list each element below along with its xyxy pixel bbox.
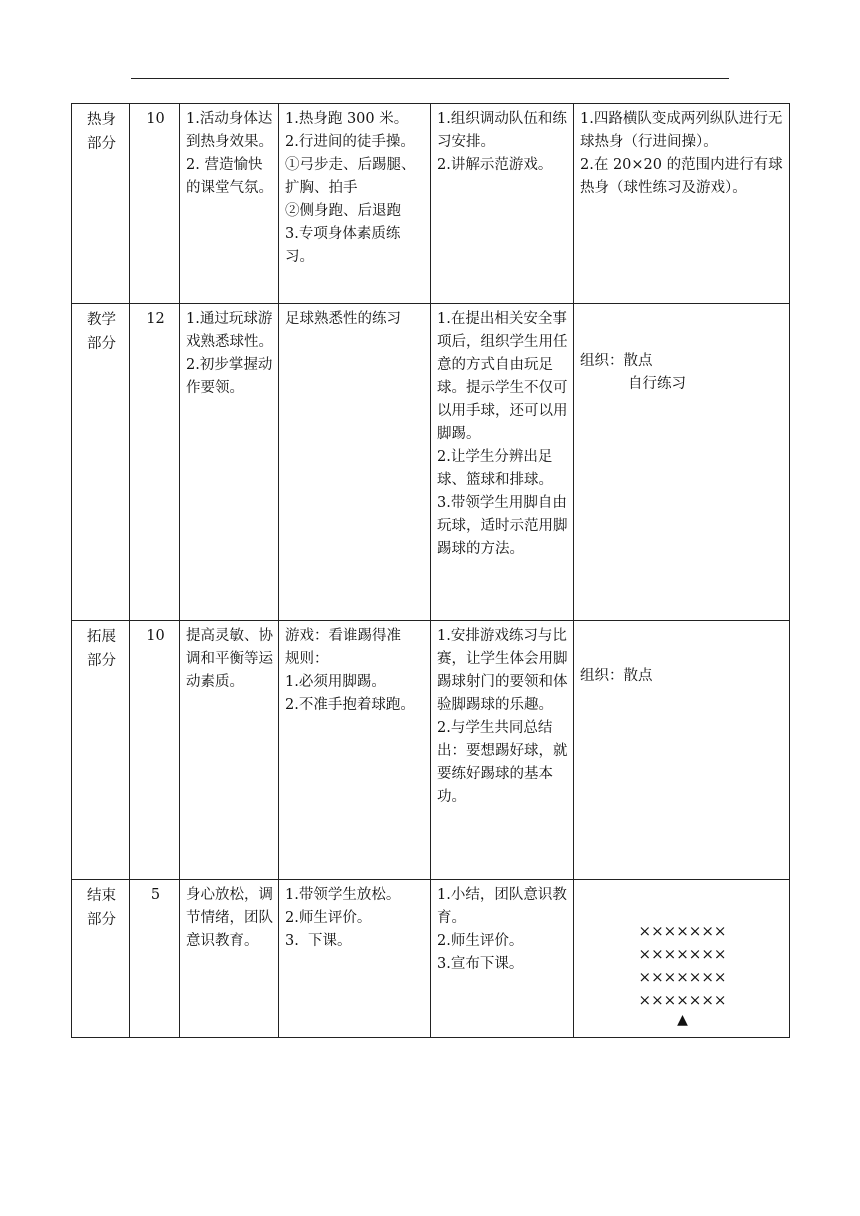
content-item: ②侧身跑、后退跑: [285, 203, 401, 219]
lesson-plan-table: [71, 103, 790, 1038]
organization-cell: [574, 304, 790, 621]
method-item: 1.组织调动队伍和练习安排。: [437, 111, 567, 150]
methods-cell: [431, 304, 574, 621]
section-label: 部分: [87, 336, 116, 352]
goal-item: 2. 营造愉快的课堂气氛。: [186, 157, 273, 196]
organization-item: 自行练习: [628, 376, 686, 392]
content-item: 2.师生评价。: [285, 910, 372, 926]
organization-item: 组织：散点: [580, 353, 653, 369]
organization-item: 1.四路横队变成两列纵队进行无球热身（行进间操）。: [580, 111, 783, 150]
methods-cell: [431, 880, 574, 1038]
section-label: 部分: [87, 912, 116, 928]
student-row-marks: ×××××××: [638, 945, 727, 963]
content-item: 3.专项身体素质练习。: [285, 226, 401, 265]
goals-cell: [180, 621, 279, 880]
content-item: 规则：: [285, 651, 329, 667]
goal-item: 1.活动身体达到热身效果。: [186, 111, 273, 150]
student-row-marks: ×××××××: [638, 991, 727, 1009]
minutes-cell: 10: [130, 104, 180, 304]
content-item: 2.不准手抱着球跑。: [285, 697, 415, 713]
content-item: ①弓步走、后踢腿、扩胸、拍手: [285, 157, 416, 196]
goal-item: 2.初步掌握动作要领。: [186, 357, 273, 396]
content-item: 游戏：看谁踢得准: [285, 628, 401, 644]
table-row-warmup: [72, 104, 790, 304]
minutes-cell: 10: [130, 621, 180, 880]
content-cell: [279, 880, 431, 1038]
content-item: 足球熟悉性的练习: [285, 311, 401, 327]
section-label: 教学: [87, 312, 116, 328]
organization-cell: [574, 621, 790, 880]
organization-item: 2.在 20×20 的范围内进行有球热身（球性练习及游戏）。: [580, 157, 783, 196]
section-label: 部分: [87, 653, 116, 669]
goals-cell: [180, 880, 279, 1038]
table-row-teaching: [72, 304, 790, 621]
method-item: 2.与学生共同总结出：要想踢好球，就要练好踢球的基本功。: [437, 720, 568, 805]
goal-item: 提高灵敏、协调和平衡等运动素质。: [186, 628, 273, 690]
method-item: 2.让学生分辨出足球、篮球和排球。: [437, 449, 553, 488]
content-cell: [279, 104, 431, 304]
formation-diagram: [574, 880, 790, 1038]
content-item: 1.热身跑 300 米。: [285, 111, 409, 127]
method-item: 1.安排游戏练习与比赛，让学生体会用脚踢球射门的要领和体验脚踢球的乐趣。: [437, 628, 568, 713]
minutes-cell: 5: [130, 880, 180, 1038]
method-item: 2.师生评价。: [437, 933, 524, 949]
method-item: 1.小结，团队意识教育。: [437, 887, 567, 926]
student-row-marks: ×××××××: [638, 968, 727, 986]
teacher-triangle-icon: ▲: [677, 1012, 688, 1028]
content-cell: [279, 621, 431, 880]
minutes-cell: 12: [130, 304, 180, 621]
section-cell: [72, 880, 130, 1038]
goal-item: 1.通过玩球游戏熟悉球性。: [186, 311, 273, 350]
content-item: 1.必须用脚踢。: [285, 674, 386, 690]
section-cell: [72, 104, 130, 304]
organization-item: 组织：散点: [580, 668, 653, 684]
section-label: 拓展: [87, 629, 116, 645]
content-item: 1.带领学生放松。: [285, 887, 401, 903]
section-label: 热身: [87, 112, 116, 128]
header-rule: [131, 78, 729, 79]
section-label: 部分: [87, 136, 116, 152]
table-row-closing: [72, 880, 790, 1038]
section-cell: [72, 304, 130, 621]
goal-item: 身心放松，调节情绪，团队意识教育。: [186, 887, 273, 949]
goals-cell: [180, 304, 279, 621]
table-row-extension: [72, 621, 790, 880]
section-cell: [72, 621, 130, 880]
goals-cell: [180, 104, 279, 304]
section-label: 结束: [87, 888, 116, 904]
method-item: 1.在提出相关安全事项后，组织学生用任意的方式自由玩足球。提示学生不仅可以用手球，还可以用脚踢。: [437, 311, 568, 442]
content-cell: [279, 304, 431, 621]
student-row-marks: ×××××××: [638, 922, 727, 940]
method-item: 3.带领学生用脚自由玩球，适时示范用脚踢球的方法。: [437, 495, 568, 557]
content-item: 2.行进间的徒手操。: [285, 134, 415, 150]
method-item: 2.讲解示范游戏。: [437, 157, 553, 173]
method-item: 3.宣布下课。: [437, 956, 524, 972]
organization-cell: [574, 104, 790, 304]
methods-cell: [431, 621, 574, 880]
methods-cell: [431, 104, 574, 304]
content-item: 3. 下课。: [285, 933, 352, 949]
